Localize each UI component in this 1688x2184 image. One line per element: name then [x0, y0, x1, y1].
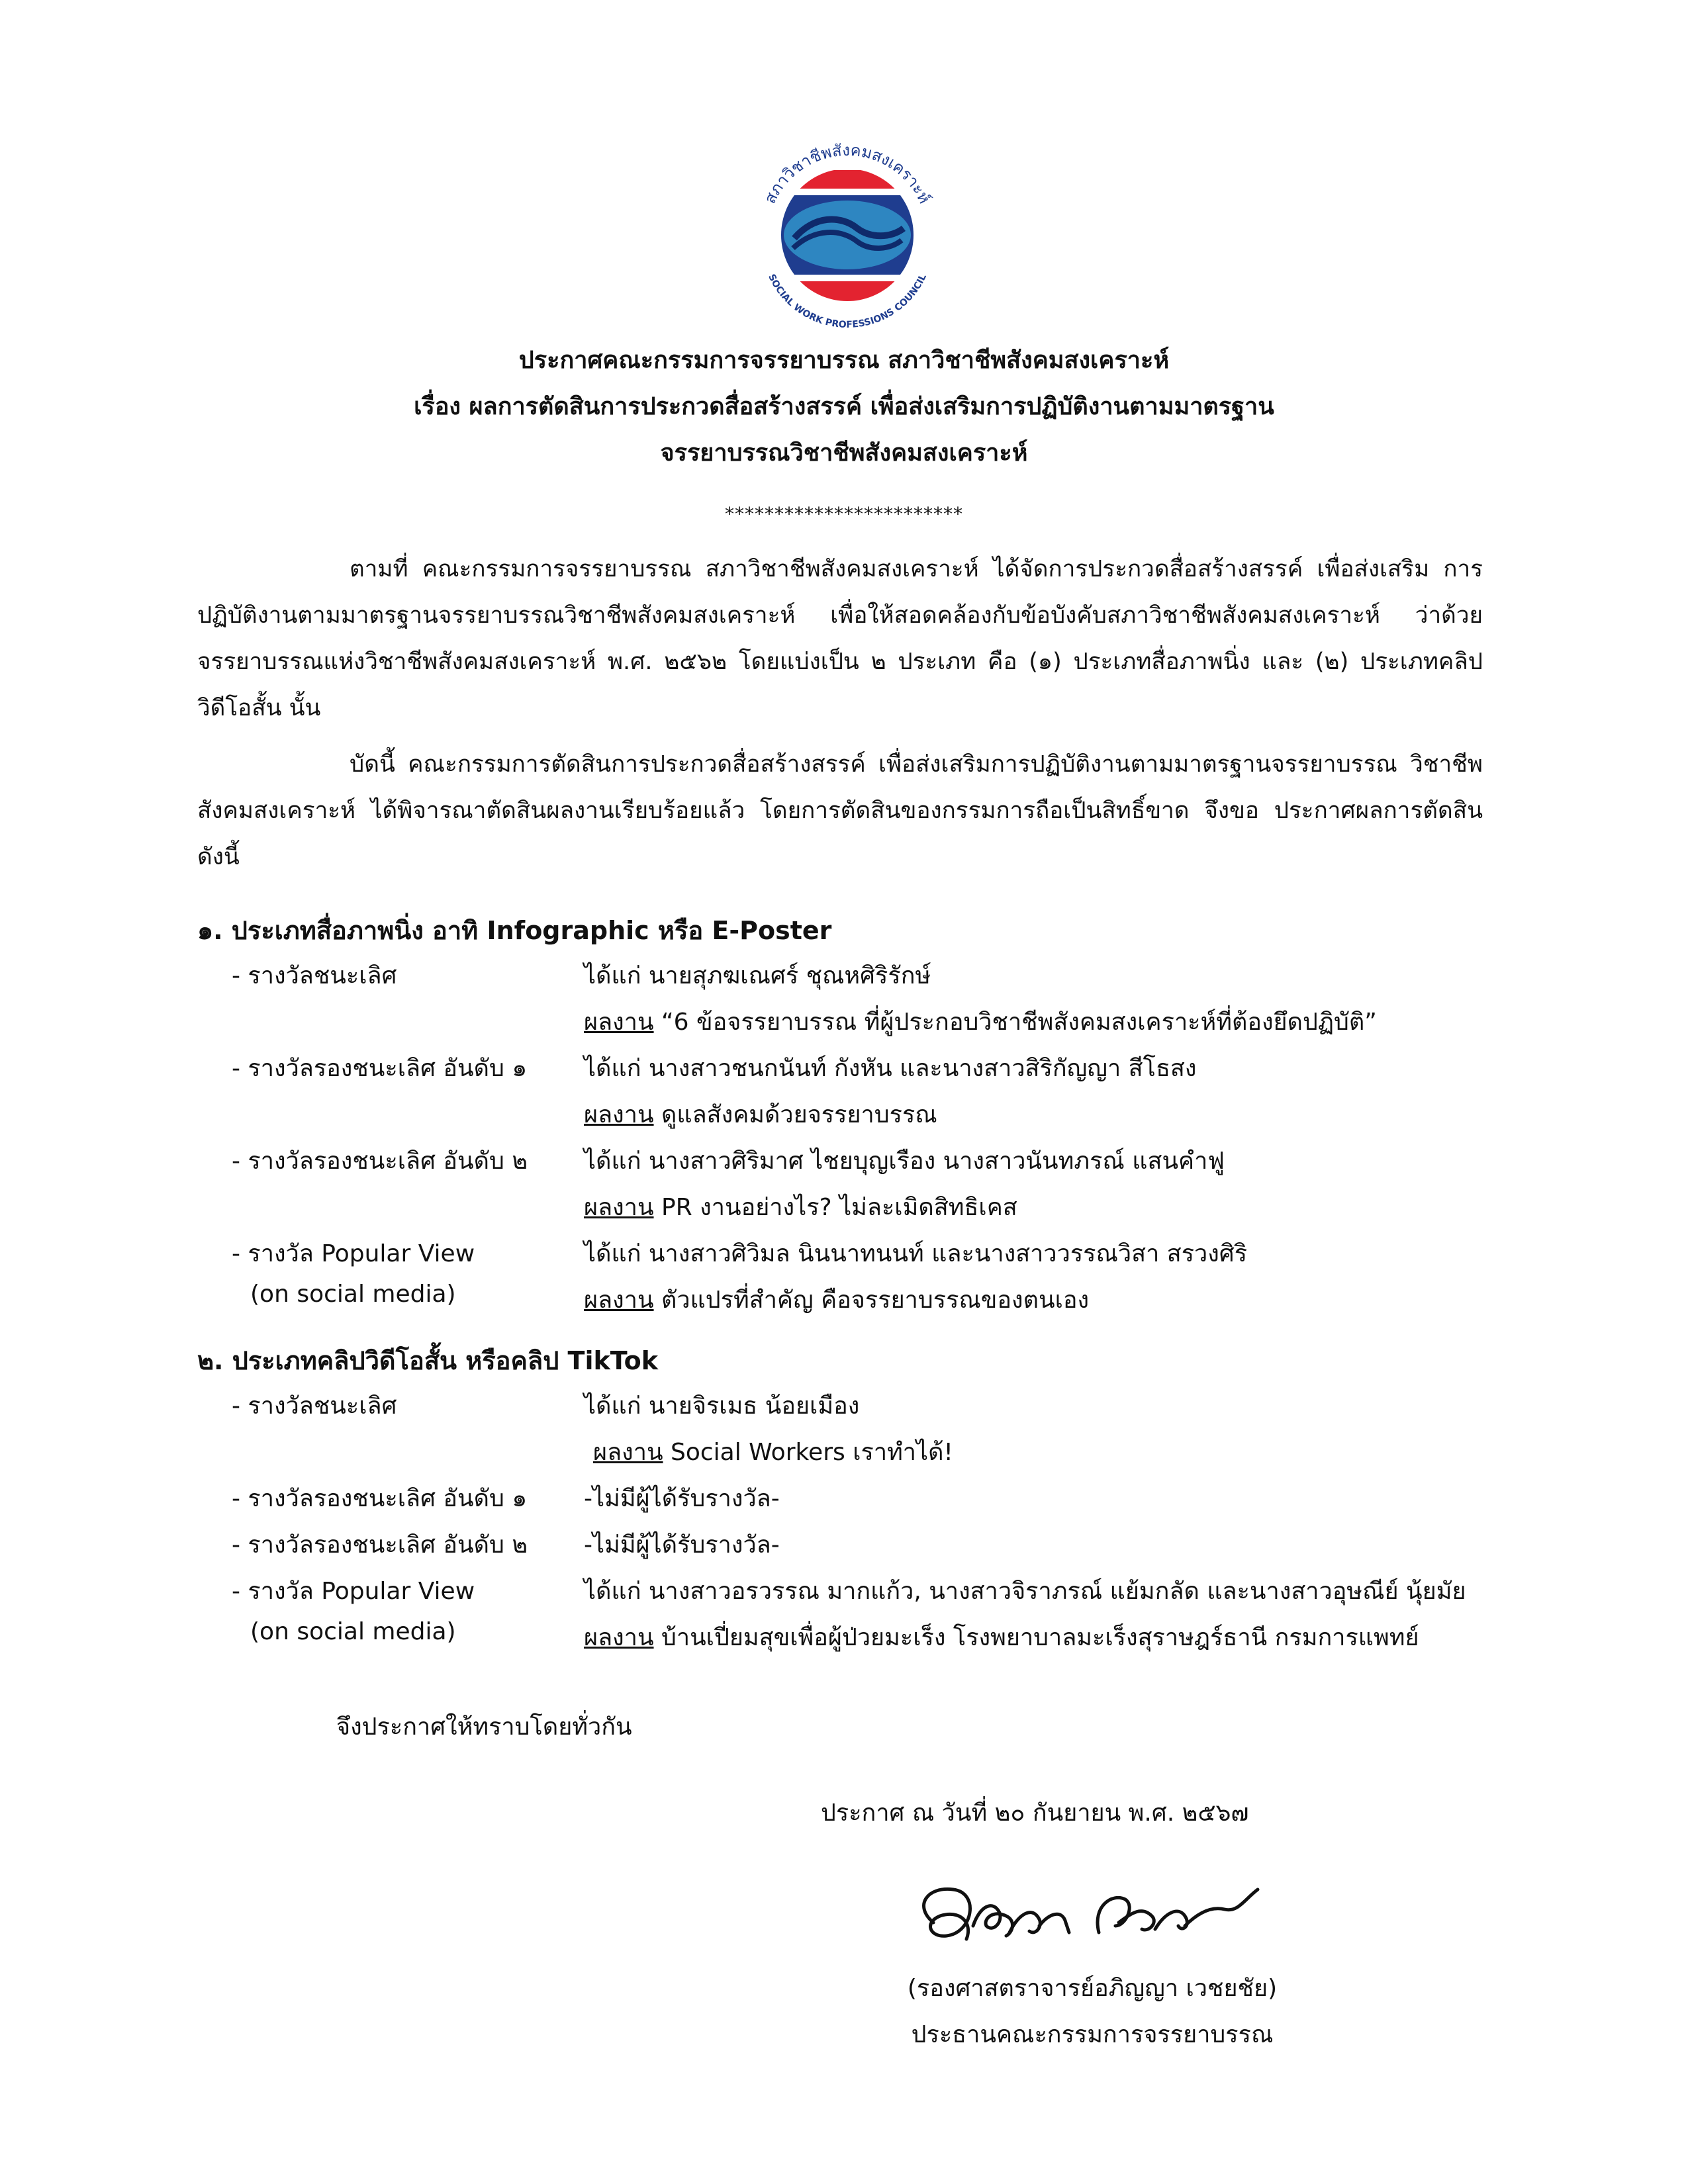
s1-winner-work-label: ผลงาน — [584, 1009, 654, 1036]
signature — [900, 1860, 1271, 1972]
s2-popular-label: - รางวัล Popular View — [232, 1578, 475, 1605]
signer-position: ประธานคณะกรรมการจรรยาบรรณ — [911, 2021, 1274, 2048]
s2-popular-work — [584, 1618, 1419, 1656]
s1-winner-work — [584, 1003, 1377, 1040]
s2-popular-name: ได้แก่ นางสาวอรวรรณ มากแก้ว, นางสาวจิราภรณ์ แย้มกลัด และนางสาวอุษณีย์ นุ้ยมัย — [584, 1578, 1466, 1605]
s1-runnerup2-work-title: PR งานอย่างไร? ไม่ละเมิดสิทธิเคส — [653, 1194, 1017, 1221]
s2-winner-work-label: ผลงาน — [593, 1439, 663, 1466]
s1-runnerup1-work-label: ผลงาน — [584, 1101, 654, 1128]
s1-popular-label: - รางวัล Popular View — [232, 1240, 475, 1267]
s1-popular-name: ได้แก่ นางสาวศิวิมล นินนาทนนท์ และนางสาววรรณวิสา สรวงศิริ — [584, 1240, 1248, 1267]
logo-emblem — [781, 169, 914, 301]
heading-separator: ************************ — [725, 503, 963, 525]
s1-popular-work — [584, 1281, 1089, 1318]
s2-popular-sublabel: (on social media) — [250, 1618, 456, 1645]
s2-winner-work-title: Social Workers เราทำได้! — [663, 1439, 953, 1466]
section-2-title: ๒. ประเภทคลิปวิดีโอสั้น หรือคลิป TikTok — [197, 1346, 659, 1375]
s1-runnerup1-name: ได้แก่ นางสาวชนกนันท์ กังหัน และนางสาวสิริกัญญา สีโธสง — [584, 1055, 1197, 1082]
logo-text-top: สภาวิชาชีพสังคมสงเคราะห์ — [760, 140, 935, 206]
heading-line-3: จรรยาบรรณวิชาชีพสังคมสงเคราะห์ — [660, 439, 1028, 467]
announcement-date: ประกาศ ณ วันที่ ๒๐ กันยายน พ.ศ. ๒๕๖๗ — [821, 1799, 1249, 1827]
s1-runnerup2-work — [584, 1188, 1017, 1226]
heading-line-2: เรื่อง ผลการตัดสินการประกวดสื่อสร้างสรรค์ เพื่อส่งเสริมการปฏิบัติงานตามมาตรฐาน — [414, 393, 1274, 420]
s1-winner-name: ได้แก่ นายสุภฆเณศร์ ชุณหศิริรักษ์ — [584, 962, 931, 989]
s1-runnerup1-work-title: ดูแลสังคมด้วยจรรยาบรรณ — [653, 1101, 937, 1128]
s1-popular-work-title: ตัวแปรที่สำคัญ คือจรรยาบรรณของตนเอง — [653, 1287, 1090, 1314]
paragraph-2-text: บัดนี้ คณะกรรมการตัดสินการประกวดสื่อสร้างสรรค์ เพื่อส่งเสริมการปฏิบัติงานตามมาตรฐานจรรยาบรรณ วิชาชีพสังคมสงเคราะห์ ได้พิจารณาตัดสินผลงานเรียบร้อยแล้ว โดยการตัดสินของกรรมการถือเป็นสิทธิ์ขาด จึงขอ ประกาศผลการตัดสิน ดังนี้ — [197, 751, 1483, 870]
closing-text: จึงประกาศให้ทราบโดยทั่วกัน — [336, 1713, 632, 1741]
s2-runnerup1-name: -ไม่มีผู้ได้รับรางวัล- — [584, 1485, 780, 1512]
s2-winner-name: ได้แก่ นายจิรเมธ น้อยเมือง — [584, 1392, 860, 1420]
s1-runnerup1-label: - รางวัลรองชนะเลิศ อันดับ ๑ — [232, 1055, 528, 1082]
s2-popular-work-label: ผลงาน — [584, 1624, 654, 1651]
s2-winner-work — [593, 1433, 953, 1471]
council-logo — [741, 129, 953, 341]
logo-text-bottom: SOCIAL WORK PROFESSIONS COUNCIL — [766, 272, 929, 331]
s1-runnerup1-work — [584, 1095, 937, 1133]
s1-popular-sublabel: (on social media) — [250, 1281, 456, 1308]
s1-winner-label: - รางวัลชนะเลิศ — [232, 962, 397, 989]
s2-winner-label: - รางวัลชนะเลิศ — [232, 1392, 397, 1420]
s1-runnerup2-name: ได้แก่ นางสาวศิริมาศ ไชยบุญเรือง นางสาวนันทภรณ์ แสนคำฟู — [584, 1148, 1225, 1175]
s1-runnerup2-label: - รางวัลรองชนะเลิศ อันดับ ๒ — [232, 1148, 528, 1175]
s2-popular-work-title: บ้านเปี่ยมสุขเพื่อผู้ป่วยมะเร็ง โรงพยาบาลมะเร็งสุราษฎร์ธานี กรมการแพทย์ — [653, 1624, 1419, 1651]
paragraph-1-text: ตามที่ คณะกรรมการจรรยาบรรณ สภาวิชาชีพสังคมสงเคราะห์ ได้จัดการประกวดสื่อสร้างสรรค์ เพื่อส่งเสริม การปฏิบัติงานตามมาตรฐานจรรยาบรรณวิชาชีพสังคมสงเคราะห์ เพื่อให้สอดคล้องกับข้อบังคับสภาวิชาชีพสังคมสงเคราะห์ ว่าด้วยจรรยาบรรณแห่งวิชาชีพสังคมสงเคราะห์ พ.ศ. ๒๕๖๒ โดยแบ่งเป็น ๒ ประเภท คือ (๑) ประเภทสื่อภาพนิ่ง และ (๒) ประเภทคลิปวิดีโอสั้น นั้น — [197, 556, 1483, 721]
s1-winner-work-title: “6 ข้อจรรยาบรรณ ที่ผู้ประกอบวิชาชีพสังคมสงเคราะห์ที่ต้องยึดปฏิบัติ” — [653, 1009, 1377, 1036]
s2-runnerup1-label: - รางวัลรองชนะเลิศ อันดับ ๑ — [232, 1485, 528, 1512]
section-1-title: ๑. ประเภทสื่อภาพนิ่ง อาทิ Infographic หรือ E-Poster — [197, 916, 832, 945]
s1-runnerup2-work-label: ผลงาน — [584, 1194, 654, 1221]
signer-name: (รองศาสตราจารย์อภิญญา เวชยชัย) — [907, 1975, 1278, 2002]
s1-popular-work-label: ผลงาน — [584, 1287, 654, 1314]
paragraph-1 — [197, 546, 1483, 731]
s2-runnerup2-name: -ไม่มีผู้ได้รับรางวัล- — [584, 1531, 780, 1559]
s2-runnerup2-label: - รางวัลรองชนะเลิศ อันดับ ๒ — [232, 1531, 528, 1559]
paragraph-2 — [197, 741, 1483, 880]
heading-line-1: ประกาศคณะกรรมการจรรยาบรรณ สภาวิชาชีพสังคมสงเคราะห์ — [518, 347, 1170, 374]
